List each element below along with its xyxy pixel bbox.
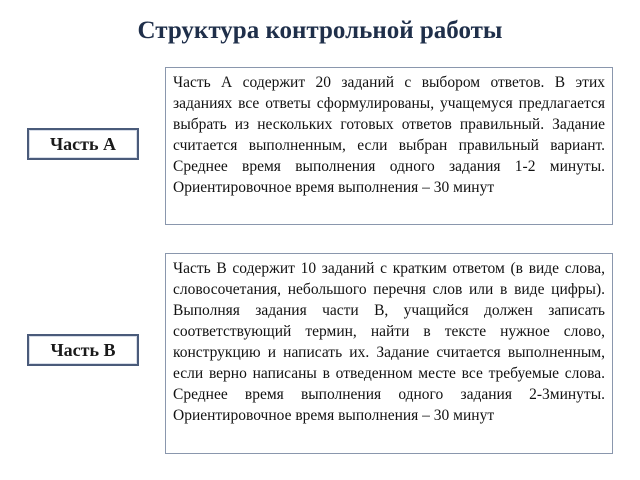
part-a-description: Часть А содержит 20 заданий с выбором ответов. В этих заданиях все ответы сформулированы, учащемуся предлагается выбрать из нескольких готовых ответов правильный. Задание считается выполненным, если выбран правильный вариант. Среднее время выполнения одного задания 1-2 минуты. Ориентировочное время выполнения – 30 минут (165, 67, 613, 225)
part-b-label (27, 334, 139, 366)
part-a-label-text: Часть А (49, 133, 117, 154)
part-a-label (27, 128, 139, 160)
part-b-label-text: Часть В (50, 339, 116, 360)
part-b-description: Часть В содержит 10 заданий с кратким ответом (в виде слова, словосочетания, небольшого перечня слов или в виде цифры). Выполняя задания части В, учащийся должен записать соответствующий термин, найти в тексте нужное слово, конструкцию и написать их. Задание считается выполненным, если верно написаны в отведенном месте все требуемые слова. Среднее время выполнения одного задания 2-3минуты. Ориентировочное время выполнения – 30 минут (165, 253, 613, 454)
page-title: Структура контрольной работы (137, 17, 503, 44)
